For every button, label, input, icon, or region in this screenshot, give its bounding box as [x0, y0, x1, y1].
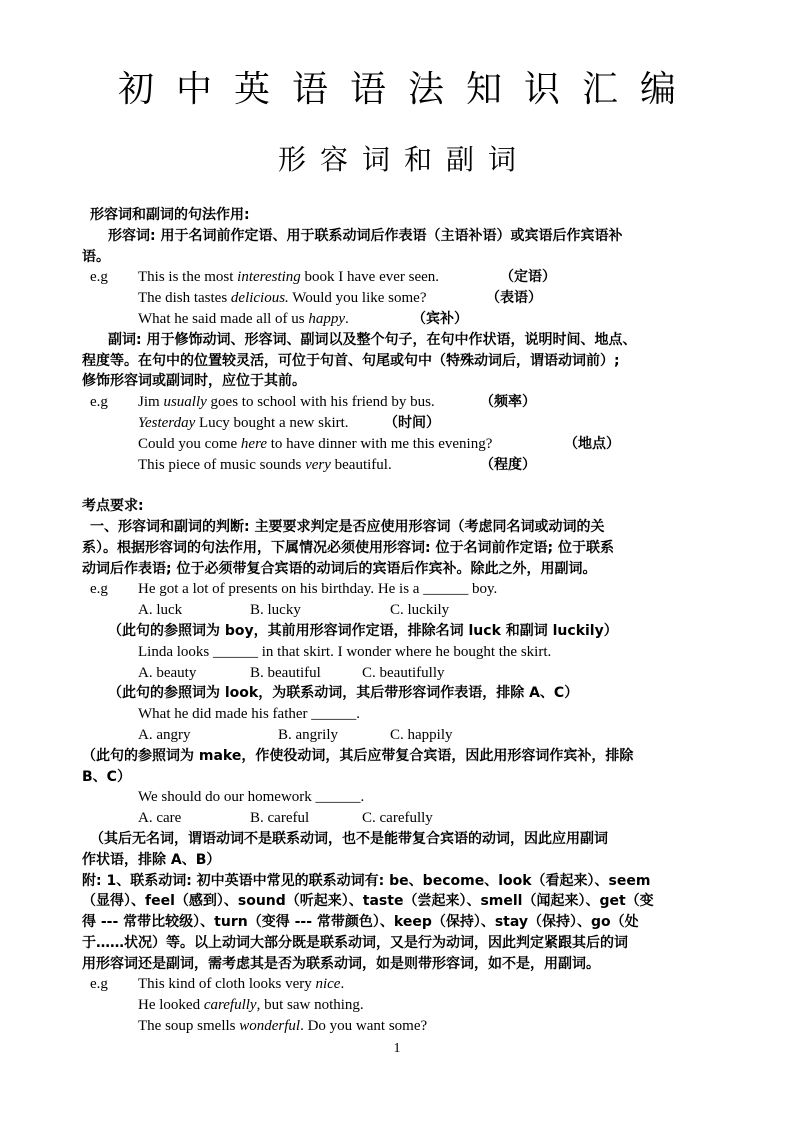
page-number: 1	[393, 1041, 401, 1056]
document-body	[82, 205, 712, 1037]
option-a: A. care	[138, 810, 182, 827]
explanation-cont: B、C）	[82, 768, 131, 785]
example-note: （时间）	[384, 414, 440, 431]
question-text: He got a lot of presents on his birthday. He is a ______ boy.	[138, 581, 498, 598]
appendix-paragraph-cont: 用形容词还是副词，需考虑其是否为联系动词，如是则带形容词，如不是，用副词。	[82, 955, 600, 972]
paragraph-cont: 动词后作表语; 位于必须带复合宾语的动词后的宾语后作宾补。除此之外，用副词。	[82, 560, 597, 577]
explanation: （此句的参照词为 look，为联系动词，其后带形容词作表语，排除 A、C）	[108, 685, 579, 702]
example-row	[82, 974, 712, 995]
appendix-paragraph-cont: （显得）、feel（感到）、sound（听起来）、taste（尝起来）、smell（闻起来）、get（变	[82, 893, 654, 910]
example-note: （表语）	[486, 290, 542, 307]
adjective-definition-cont: 语。	[82, 248, 110, 265]
appendix-paragraph-cont: 得 --- 常带比较级）、turn（变得 --- 常带颜色）、keep（保持）、stay（保持）、go（处	[82, 914, 639, 931]
option-c: C. luckily	[390, 602, 450, 619]
adverb-definition: 副词: 用于修饰动词、形容词、副词以及整个句子，在句中作状语，说明时间、地点、	[108, 331, 637, 348]
option-c: C. happily	[390, 726, 453, 743]
options-row	[82, 725, 712, 746]
question-row	[82, 787, 712, 808]
explanation: （此句的参照词为 boy，其前用形容词作定语，排除名词 luck 和副词 luckily）	[108, 622, 618, 639]
option-b: B. lucky	[250, 602, 301, 619]
example-row	[82, 288, 712, 309]
adverb-definition-cont: 程度等。在句中的位置较灵活，可位于句首、句尾或句中（特殊动词后，谓语动词前）;	[82, 352, 620, 369]
option-a: A. angry	[138, 726, 191, 743]
section-heading: 考点要求:	[82, 498, 144, 515]
page-title: 初中英语语法知识汇编	[117, 69, 698, 110]
question-row	[82, 704, 712, 725]
eg-label: e.g	[90, 269, 108, 286]
example-row	[82, 392, 712, 413]
eg-label: e.g	[90, 976, 108, 993]
eg-label: e.g	[90, 581, 108, 598]
example-row	[82, 455, 712, 476]
option-a: A. beauty	[138, 664, 197, 681]
eg-label: e.g	[90, 394, 108, 411]
example-sentence: Yesterday Lucy bought a new skirt.	[138, 414, 349, 431]
example-row	[82, 413, 712, 434]
example-row	[82, 267, 712, 288]
options-row	[82, 663, 712, 684]
example-sentence: The soup smells wonderful. Do you want some?	[138, 1018, 428, 1035]
question-text: Linda looks ______ in that skirt. I wonder where he bought the skirt.	[138, 643, 552, 660]
options-row	[82, 600, 712, 621]
example-note: （宾补）	[412, 310, 468, 327]
appendix-paragraph: 附: 1、联系动词: 初中英语中常见的联系动词有: be、become、look（看起来）、seem	[82, 872, 651, 889]
example-row	[82, 309, 712, 330]
adjective-definition: 形容词: 用于名词前作定语、用于联系动词后作表语（主语补语）或宾语后作宾语补	[108, 227, 623, 244]
question-row	[82, 642, 712, 663]
option-b: B. careful	[250, 810, 310, 827]
example-sentence: The dish tastes delicious. Would you like some?	[138, 290, 427, 307]
question-row	[82, 579, 712, 600]
paragraph-cont: 系）。根据形容词的句法作用，下属情况必须使用形容词: 位于名词前作定语; 位于联系	[82, 539, 614, 556]
option-a: A. luck	[138, 602, 183, 619]
section-title: 形容词和副词	[277, 143, 530, 176]
section-heading: 形容词和副词的句法作用:	[90, 207, 250, 223]
example-note: （定语）	[500, 269, 556, 286]
example-sentence: What he said made all of us happy.	[138, 310, 349, 327]
option-c: C. carefully	[362, 810, 433, 827]
example-row	[82, 995, 712, 1016]
option-b: B. angrily	[278, 726, 338, 743]
example-sentence: Jim usually goes to school with his friend by bus.	[138, 394, 435, 411]
explanation: （其后无名词，谓语动词不是联系动词，也不是能带复合宾语的动词，因此应用副词	[90, 830, 608, 847]
appendix-paragraph-cont: 于……状况）等。以上动词大部分既是联系动词，又是行为动词，因此判定紧跟其后的词	[82, 934, 628, 951]
example-sentence: This piece of music sounds very beautiful.	[138, 456, 392, 473]
example-row	[82, 1016, 712, 1037]
explanation: （此句的参照词为 make，作使役动词，其后应带复合宾语，因此用形容词作宾补，排除	[82, 747, 634, 764]
question-text: We should do our homework ______.	[138, 789, 365, 806]
example-sentence: This is the most interesting book I have ever seen.	[138, 269, 440, 286]
example-note: （频率）	[480, 394, 536, 411]
explanation-cont: 作状语，排除 A、B）	[82, 851, 221, 868]
option-b: B. beautiful	[250, 664, 321, 681]
example-sentence: Could you come here to have dinner with me this evening?	[138, 435, 493, 452]
example-sentence: This kind of cloth looks very nice.	[138, 976, 345, 993]
question-text: What he did made his father ______.	[138, 706, 361, 723]
example-note: （程度）	[480, 456, 536, 473]
example-sentence: He looked carefully, but saw nothing.	[138, 997, 364, 1014]
adverb-definition-cont: 修饰形容词或副词时，应位于其前。	[82, 373, 306, 390]
options-row	[82, 808, 712, 829]
example-row	[82, 434, 712, 455]
option-c: C. beautifully	[362, 664, 445, 681]
example-note: （地点）	[564, 435, 620, 452]
paragraph: 一、形容词和副词的判断: 主要要求判定是否应使用形容词（考虑同名词或动词的关	[90, 518, 605, 535]
